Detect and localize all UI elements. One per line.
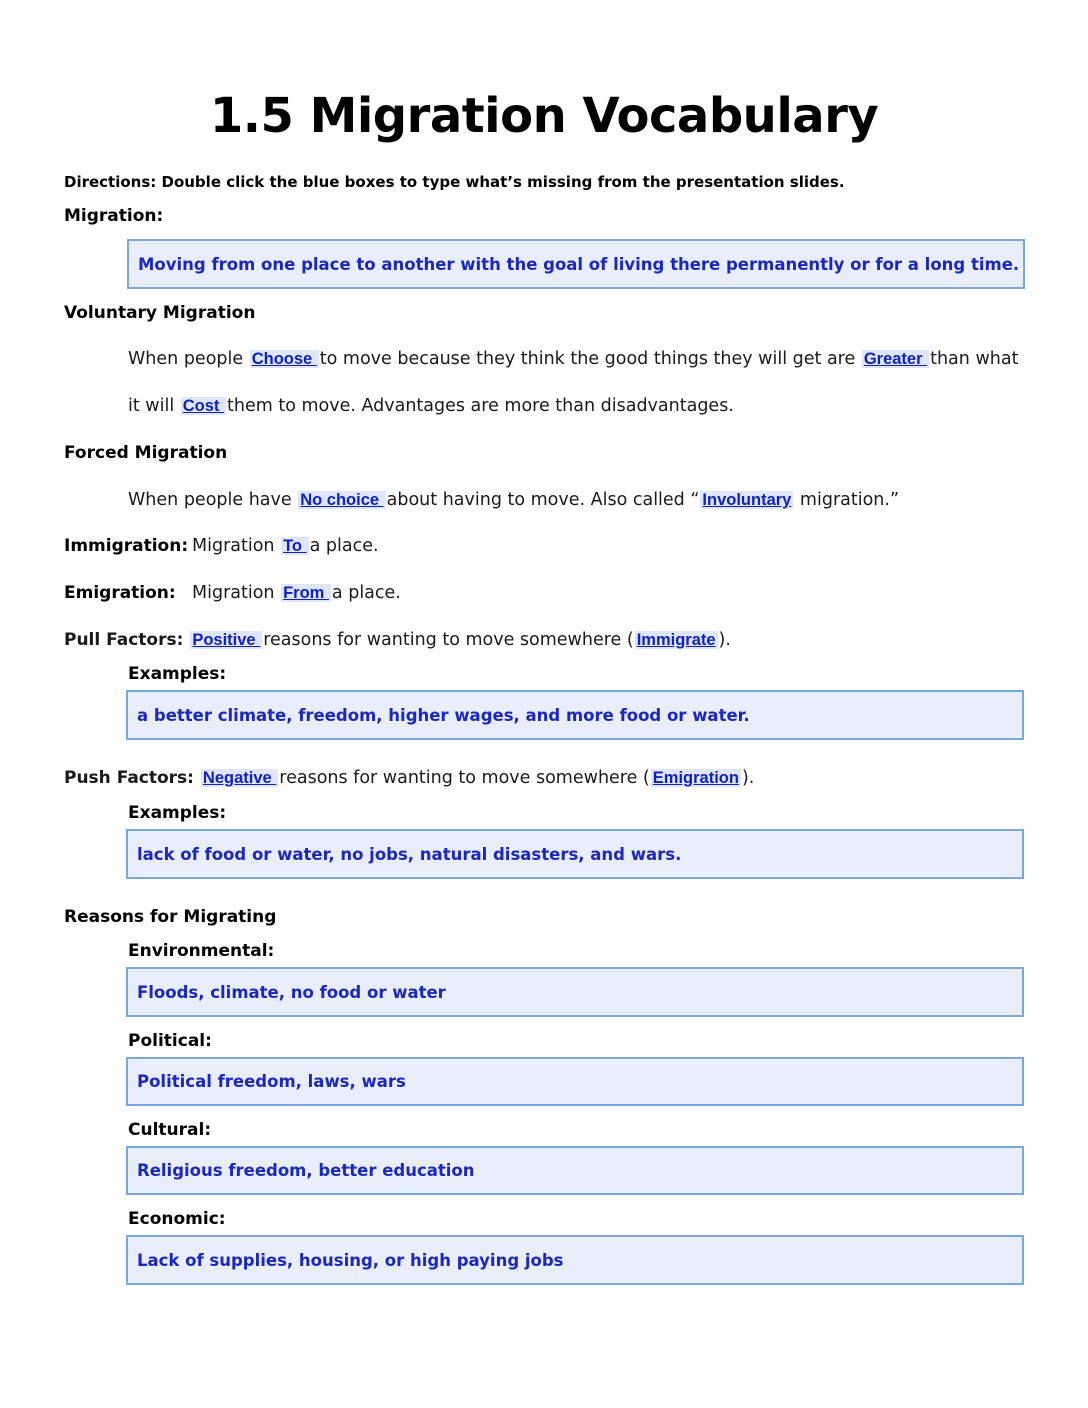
blank-cost[interactable]: Cost (182, 397, 224, 415)
push-factors-line (64, 768, 754, 788)
forced-text-2: about having to move. Also called “ (386, 490, 700, 510)
environmental-label: Environmental: (128, 941, 275, 961)
migration-answer-box[interactable]: Moving from one place to another with the goal of living there permanently or for a long time. (127, 239, 1025, 289)
push-examples-label: Examples: (128, 803, 227, 823)
blank-negative[interactable]: Negative (202, 769, 277, 787)
migration-heading: Migration: (64, 206, 164, 226)
forced-text-1: When people have (128, 490, 298, 510)
pull-examples-box[interactable]: a better climate, freedom, higher wages, and more food or water. (126, 690, 1024, 740)
voluntary-text-5: them to move. Advantages are more than disadvantages. (227, 396, 734, 416)
forced-migration-heading: Forced Migration (64, 443, 228, 463)
emigration-heading: Emigration: (64, 583, 176, 603)
pull-factors-heading: Pull Factors: (64, 630, 190, 650)
push-factors-heading: Push Factors: (64, 768, 200, 788)
push-text-1: reasons for wanting to move somewhere ( (279, 768, 650, 788)
cultural-label: Cultural: (128, 1120, 212, 1140)
voluntary-text-4: it will (128, 396, 180, 416)
page-title: 1.5 Migration Vocabulary (209, 88, 879, 144)
forced-line (128, 490, 899, 510)
emigration-line (192, 583, 401, 603)
blank-immigrate[interactable]: Immigrate (636, 631, 716, 649)
blank-to[interactable]: To (283, 537, 307, 555)
emigration-text-2: a place. (331, 583, 401, 603)
cultural-box[interactable]: Religious freedom, better education (126, 1146, 1024, 1195)
reasons-heading: Reasons for Migrating (64, 907, 277, 927)
blank-no-choice[interactable]: No choice (300, 491, 384, 509)
blank-positive[interactable]: Positive (192, 631, 261, 649)
voluntary-line-1 (128, 349, 1018, 369)
blank-greater[interactable]: Greater (863, 350, 928, 368)
voluntary-line-2 (128, 396, 734, 416)
environmental-box[interactable]: Floods, climate, no food or water (126, 967, 1024, 1017)
forced-text-3: migration.” (794, 490, 900, 510)
economic-label: Economic: (128, 1209, 226, 1229)
directions-text: Directions: Double click the blue boxes to type what’s missing from the presentation slides. (64, 173, 845, 191)
immigration-text-1: Migration (192, 536, 281, 556)
voluntary-migration-heading: Voluntary Migration (64, 303, 256, 323)
blank-involuntary[interactable]: Involuntary (702, 491, 792, 509)
pull-examples-label: Examples: (128, 664, 227, 684)
push-examples-box[interactable]: lack of food or water, no jobs, natural disasters, and wars. (126, 829, 1024, 879)
economic-box[interactable]: Lack of supplies, housing, or high paying jobs (126, 1235, 1024, 1285)
pull-text-1: reasons for wanting to move somewhere ( (263, 630, 634, 650)
pull-text-2: ). (718, 630, 731, 650)
blank-emigration[interactable]: Emigration (652, 769, 739, 787)
immigration-line (192, 536, 379, 556)
political-box[interactable]: Political freedom, laws, wars (126, 1057, 1024, 1106)
immigration-heading: Immigration: (64, 536, 189, 556)
blank-from[interactable]: From (283, 584, 329, 602)
immigration-text-2: a place. (309, 536, 379, 556)
voluntary-text-1: When people (128, 349, 249, 369)
political-label: Political: (128, 1031, 212, 1051)
blank-choose[interactable]: Choose (251, 350, 317, 368)
pull-factors-line (64, 630, 731, 650)
push-text-2: ). (741, 768, 755, 788)
voluntary-text-3: than what (930, 349, 1019, 369)
emigration-text-1: Migration (192, 583, 281, 603)
voluntary-text-2: to move because they think the good things they will get are (319, 349, 861, 369)
